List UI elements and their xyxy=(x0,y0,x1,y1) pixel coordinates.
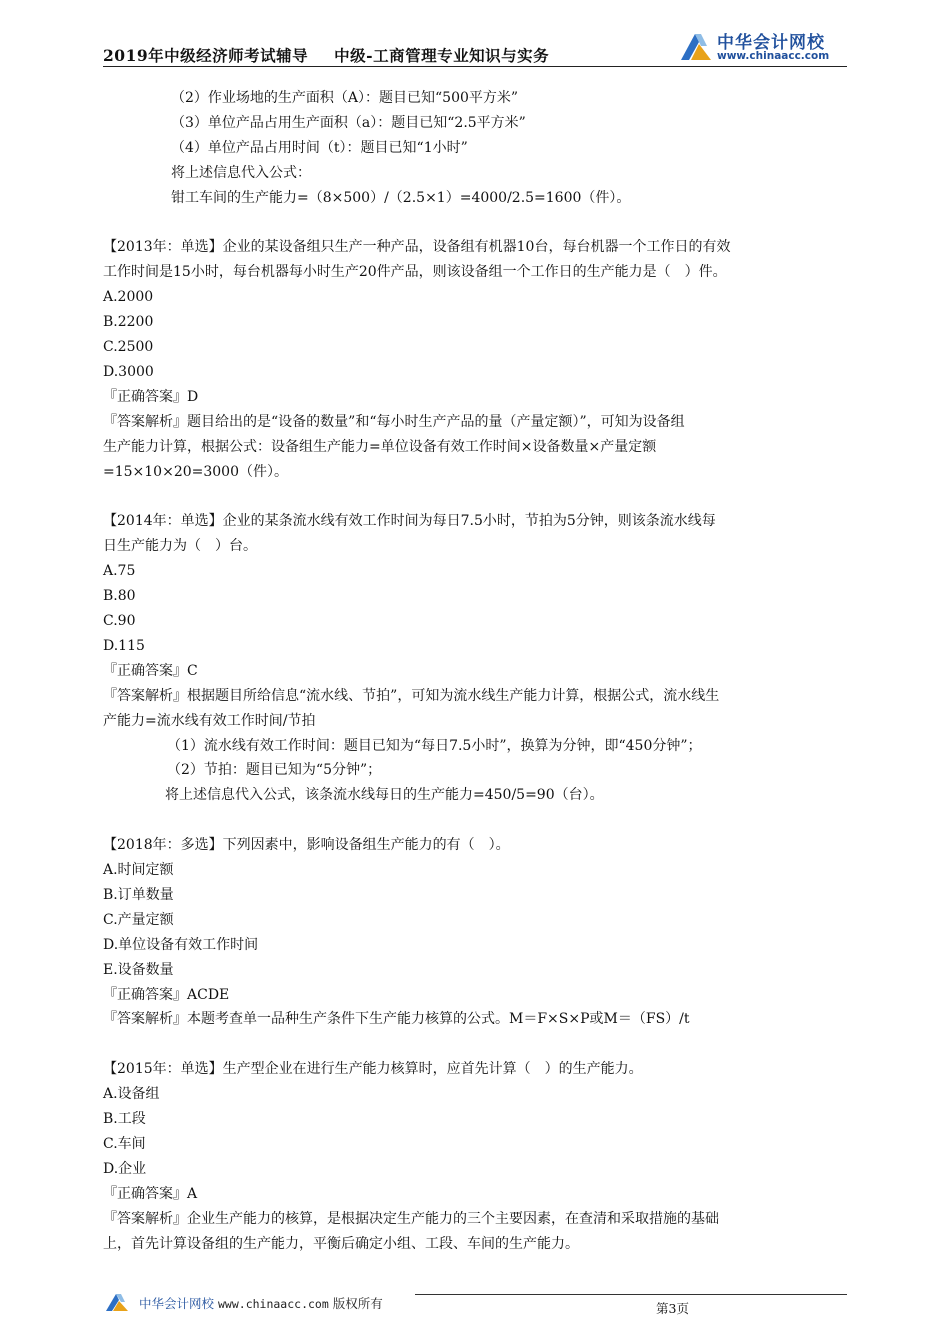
text-line: 『答案解析』题目给出的是“设备的数量”和“每小时生产产品的量（产量定额）”，可知为设备组 xyxy=(103,413,685,430)
text-line: 工作时间是15小时，每台机器每小时生产20件产品，则该设备组一个工作日的生产能力是（ ）件。 xyxy=(103,264,727,281)
text-line: 『正确答案』A xyxy=(103,1185,198,1202)
text-line: （2）节拍：题目已知为“5分钟”； xyxy=(167,762,382,779)
header-exam-title: 2019年中级经济师考试辅导 xyxy=(103,46,309,65)
footer-rule xyxy=(415,1294,847,1295)
text-line: E.设备数量 xyxy=(103,961,174,978)
header-subject-title: 中级-工商管理专业知识与实务 xyxy=(334,46,550,65)
blank-line xyxy=(103,484,853,509)
text-line: 『答案解析』本题考查单一品种生产条件下生产能力核算的公式。M＝F×S×P或M＝（FS）/t xyxy=(103,1011,690,1028)
blank-line xyxy=(103,1032,853,1057)
document-body xyxy=(103,86,853,1257)
text-line: 『答案解析』企业生产能力的核算，是根据决定生产能力的三个主要因素，在查清和采取措施的基础 xyxy=(103,1210,719,1227)
header-title xyxy=(103,44,549,66)
text-line: （4）单位产品占用时间（t）：题目已知“1小时” xyxy=(171,139,468,156)
text-line: C.90 xyxy=(103,613,136,629)
text-line: 钳工车间的生产能力=（8×500）/（2.5×1）=4000/2.5=1600（件）。 xyxy=(171,189,631,206)
text-line: A.2000 xyxy=(103,289,154,306)
text-line: B.订单数量 xyxy=(103,886,174,903)
logo-triangle-icon xyxy=(677,28,715,64)
text-line: =15×10×20=3000（件）。 xyxy=(103,463,288,480)
text-line: 『答案解析』根据题目所给信息“流水线、节拍”，可知为流水线生产能力计算，根据公式，流水线生 xyxy=(103,687,720,704)
text-line: B.80 xyxy=(103,588,136,605)
text-line: 『正确答案』C xyxy=(103,662,198,679)
text-line: （3）单位产品占用生产面积（a）：题目已知“2.5平方米” xyxy=(171,114,526,131)
page-header xyxy=(103,26,847,68)
logo-name: 中华会计网校 xyxy=(717,33,825,53)
text-line: 【2013年：单选】企业的某设备组只生产一种产品，设备组有机器10台，每台机器一个工作日的有效 xyxy=(103,239,731,256)
footer-copyright xyxy=(139,1294,383,1312)
text-line: D.115 xyxy=(103,637,145,654)
text-line: B.工段 xyxy=(103,1111,146,1128)
text-line: 【2014年：单选】企业的某条流水线有效工作时间为每日7.5小时，节拍为5分钟，则该条流水线每 xyxy=(103,513,716,530)
text-line: C.产量定额 xyxy=(103,911,174,928)
text-line: D.3000 xyxy=(103,363,154,380)
text-line: 上，首先计算设备组的生产能力，平衡后确定小组、工段、车间的生产能力。 xyxy=(103,1235,579,1252)
blank-line xyxy=(103,211,853,236)
text-line: 将上述信息代入公式，该条流水线每日的生产能力=450/5=90（台）。 xyxy=(165,787,604,804)
text-line: （1）流水线有效工作时间：题目已知为“每日7.5小时”，换算为分钟，即“450分钟”； xyxy=(167,737,702,754)
footer-brand: 中华会计网校 xyxy=(139,1296,215,1311)
logo-url: www.chinaacc.com xyxy=(717,50,830,62)
text-line: B.2200 xyxy=(103,314,154,331)
text-line: （2）作业场地的生产面积（A）：题目已知“500平方米” xyxy=(171,90,519,106)
text-line: 生产能力计算，根据公式：设备组生产能力=单位设备有效工作时间×设备数量×产量定额 xyxy=(103,438,657,455)
page-number: 第3页 xyxy=(656,1301,689,1316)
text-line: 产能力=流水线有效工作时间/节拍 xyxy=(103,712,316,729)
page-footer xyxy=(103,1290,847,1320)
text-line: 『正确答案』ACDE xyxy=(103,986,230,1003)
text-line: A.时间定额 xyxy=(103,862,174,879)
footer-url[interactable]: www.chinaacc.com xyxy=(218,1297,329,1311)
footer-logo-icon xyxy=(103,1290,139,1314)
text-line: D.企业 xyxy=(103,1160,147,1177)
text-line: C.2500 xyxy=(103,339,154,356)
text-line: C.车间 xyxy=(103,1136,146,1152)
text-line: 日生产能力为（ ）台。 xyxy=(103,538,257,555)
text-line: A.75 xyxy=(103,563,136,580)
text-line: 【2018年：多选】下列因素中，影响设备组生产能力的有（ ）。 xyxy=(103,837,510,854)
blank-line xyxy=(103,808,853,833)
chinaacc-logo xyxy=(677,26,849,66)
text-line: D.单位设备有效工作时间 xyxy=(103,936,259,953)
text-line: 『正确答案』D xyxy=(103,388,199,405)
text-line: 【2015年：单选】生产型企业在进行生产能力核算时，应首先计算（ ）的生产能力。 xyxy=(103,1061,643,1078)
footer-rights: 版权所有 xyxy=(332,1296,383,1311)
text-line: A.设备组 xyxy=(103,1086,160,1103)
header-rule xyxy=(103,66,847,67)
text-line: 将上述信息代入公式： xyxy=(171,164,311,181)
